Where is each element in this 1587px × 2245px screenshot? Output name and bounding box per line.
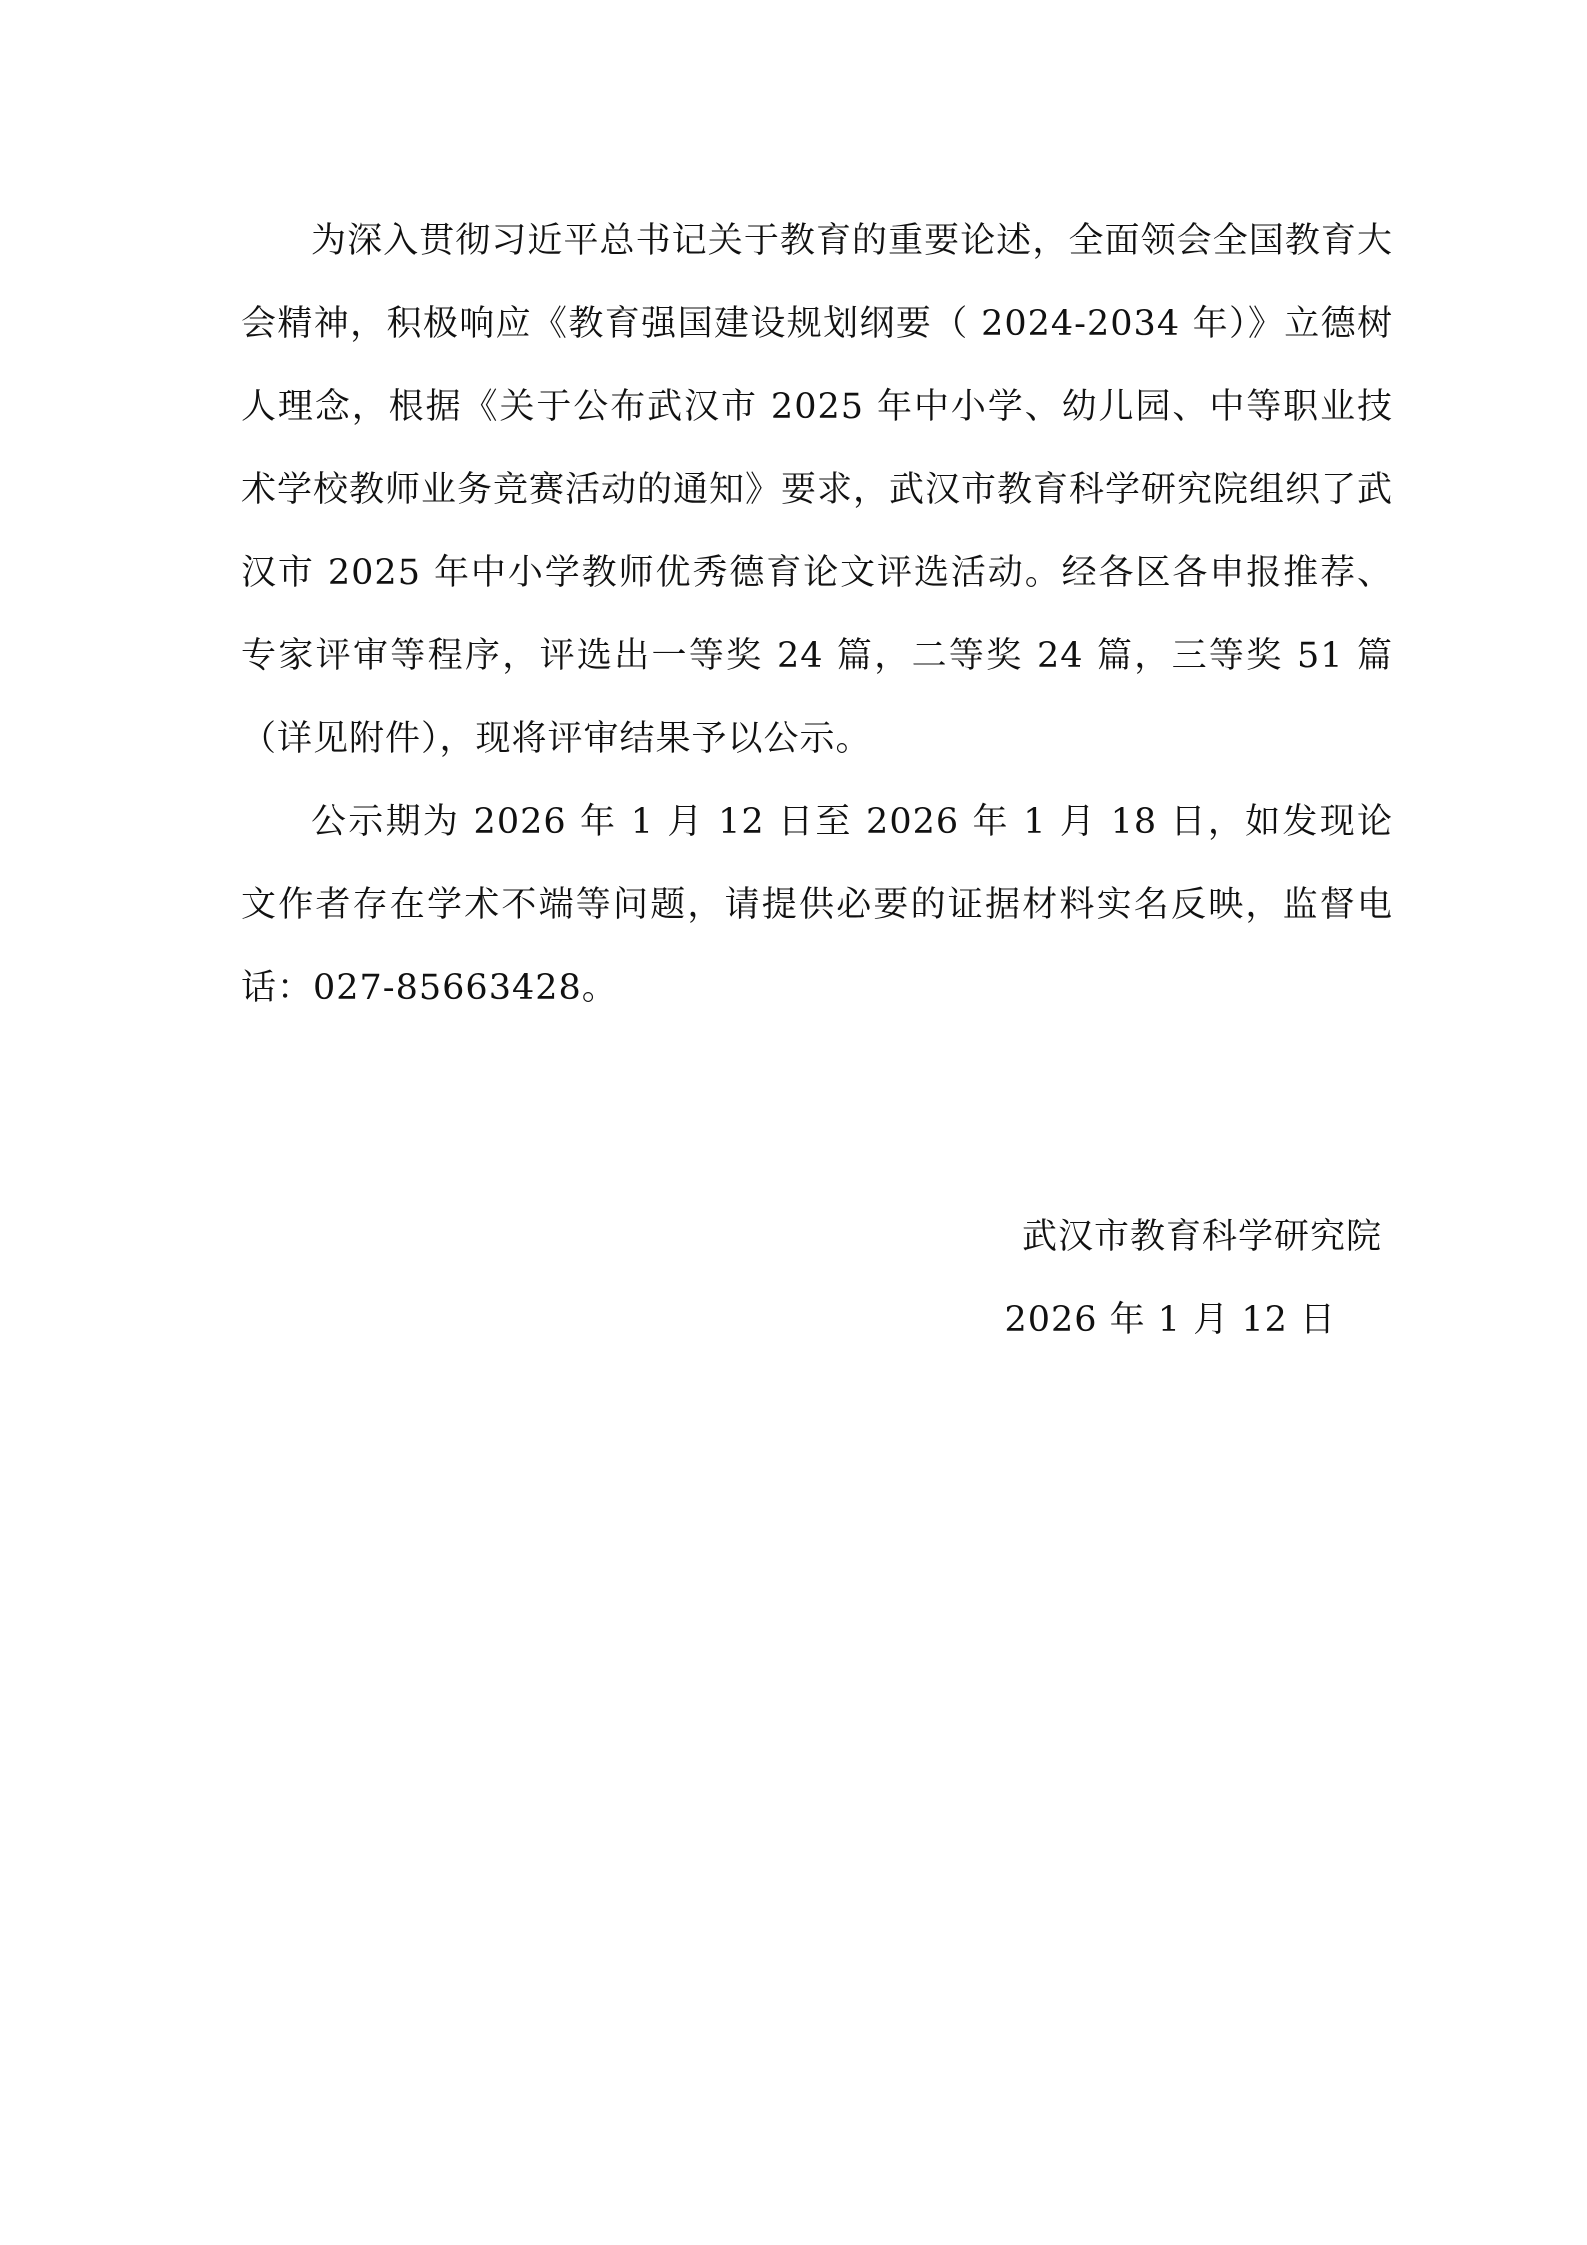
signature-block bbox=[782, 1196, 1382, 1362]
signature-organization: 武汉市教育科学研究院 bbox=[1021, 1217, 1382, 1257]
document-body bbox=[241, 200, 1393, 1030]
signature-date: 2026 年 1 月 12 日 bbox=[1004, 1300, 1336, 1340]
paragraph-publicity-period: 公示期为 2026 年 1 月 12 日至 2026 年 1 月 18 日，如发现论文作者存在学术不端等问题，请提供必要的证据材料实名反映，监督电话：027-85663428。 bbox=[241, 802, 1393, 1008]
paragraph-announcement: 为深入贯彻习近平总书记关于教育的重要论述，全面领会全国教育大会精神，积极响应《教育强国建设规划纲要（ 2024-2034 年）》立德树人理念，根据《关于公布武汉市 2025 年中小学、幼儿园、中等职业技术学校教师业务竞赛活动的通知》要求，武汉市教育科学研究院组织了武汉市 2025 年中小学教师优秀德育论文评选活动。经各区各申报推荐、专家评审等程序，评选出一等奖 24 篇，二等奖 24 篇，三等奖 51 篇（详见附件），现将评审结果予以公示。 bbox=[241, 221, 1394, 759]
